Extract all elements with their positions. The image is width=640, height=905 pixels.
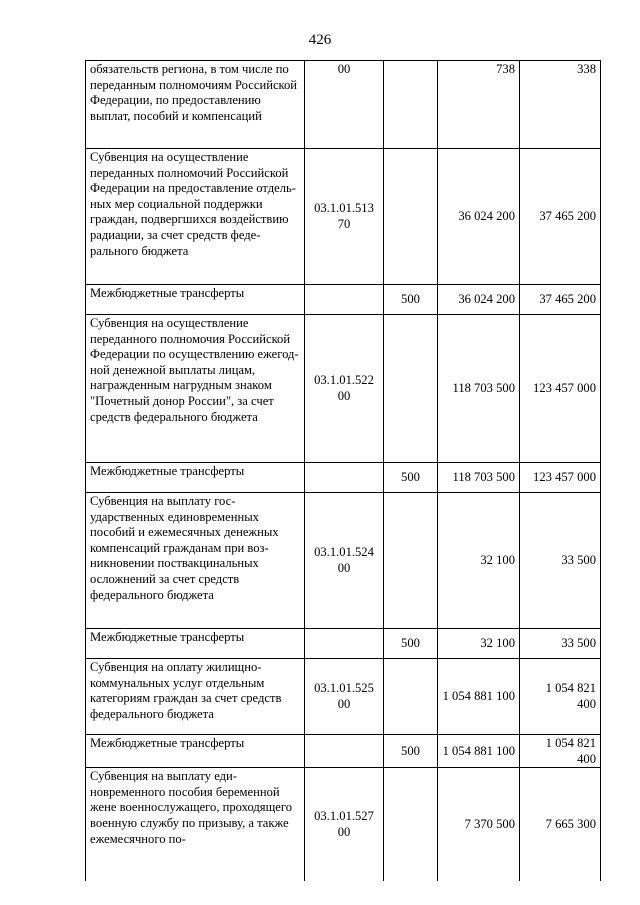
row-name: Субвенция на выплату государственных единовременных пособий и ежемесячных денежных компенсаций гражданам при возникновении поствакцинальных осложнений за счет средств федерального бюджета — [86, 493, 305, 629]
table-row — [86, 659, 601, 735]
row-amount-2: 338 — [520, 61, 601, 149]
row-amount-1: 32 100 — [438, 493, 520, 629]
row-type — [384, 659, 438, 735]
row-code — [305, 285, 384, 315]
table-row — [86, 315, 601, 463]
row-type: 500 — [384, 463, 438, 493]
table-row — [86, 149, 601, 285]
row-code: 03.1.01.527 00 — [305, 768, 384, 881]
row-code — [305, 735, 384, 768]
row-name: Субвенция на оплату жилищно-коммунальных услуг отдельным категориям граждан за счет средств федерального бюджета — [86, 659, 305, 735]
row-amount-2: 1 054 821 400 — [520, 735, 601, 768]
table-row — [86, 493, 601, 629]
row-amount-1: 118 703 500 — [438, 463, 520, 493]
budget-table — [85, 60, 601, 881]
row-amount-1: 1 054 881 100 — [438, 735, 520, 768]
table-row — [86, 629, 601, 659]
row-name: обязательств региона, в том числе по переданным полномочиям Российской Федерации, по предоставлению выплат, пособий и компенсаций — [86, 61, 305, 149]
row-name: Субвенция на выплату единовременного пособия беременной жене военнослужащего, проходящего военную службу по призыву, а также ежемесячного по- — [86, 768, 305, 881]
row-code — [305, 463, 384, 493]
row-amount-1: 738 — [438, 61, 520, 149]
row-amount-1: 1 054 881 100 — [438, 659, 520, 735]
row-name: Субвенция на осуществление переданных полномочий Российской Федерации на предоставление отдельных мер социальной поддержки граждан, подвергшихся воздействию радиации, за счет средств федерального бюджета — [86, 149, 305, 285]
row-code: 03.1.01.522 00 — [305, 315, 384, 463]
row-type: 500 — [384, 735, 438, 768]
row-amount-1: 7 370 500 — [438, 768, 520, 881]
row-name: Межбюджетные трансферты — [86, 735, 305, 768]
table-row — [86, 768, 601, 881]
row-type — [384, 493, 438, 629]
row-code: 00 — [305, 61, 384, 149]
row-type — [384, 61, 438, 149]
row-amount-2: 33 500 — [520, 629, 601, 659]
row-amount-1: 36 024 200 — [438, 285, 520, 315]
row-amount-1: 118 703 500 — [438, 315, 520, 463]
row-type: 500 — [384, 629, 438, 659]
row-name: Межбюджетные трансферты — [86, 285, 305, 315]
row-type — [384, 315, 438, 463]
row-amount-2: 37 465 200 — [520, 149, 601, 285]
row-amount-2: 7 665 300 — [520, 768, 601, 881]
row-name: Межбюджетные трансферты — [86, 463, 305, 493]
row-type — [384, 768, 438, 881]
row-amount-2: 1 054 821 400 — [520, 659, 601, 735]
row-amount-2: 37 465 200 — [520, 285, 601, 315]
row-name: Субвенция на осуществление переданного полномочия Российской Федерации по осуществлению ежегодной денежной выплаты лицам, награжденным нагрудным знаком "Почетный донор России", за счет средств федерального бюджета — [86, 315, 305, 463]
row-code: 03.1.01.513 70 — [305, 149, 384, 285]
row-code — [305, 629, 384, 659]
row-code: 03.1.01.524 00 — [305, 493, 384, 629]
row-name: Межбюджетные трансферты — [86, 629, 305, 659]
row-amount-2: 33 500 — [520, 493, 601, 629]
row-amount-1: 32 100 — [438, 629, 520, 659]
row-amount-1: 36 024 200 — [438, 149, 520, 285]
row-code: 03.1.01.525 00 — [305, 659, 384, 735]
table-row — [86, 735, 601, 768]
row-type: 500 — [384, 285, 438, 315]
row-type — [384, 149, 438, 285]
row-amount-2: 123 457 000 — [520, 463, 601, 493]
table-row — [86, 463, 601, 493]
table-row — [86, 61, 601, 149]
row-amount-2: 123 457 000 — [520, 315, 601, 463]
table-row — [86, 285, 601, 315]
page-number: 426 — [308, 32, 332, 48]
